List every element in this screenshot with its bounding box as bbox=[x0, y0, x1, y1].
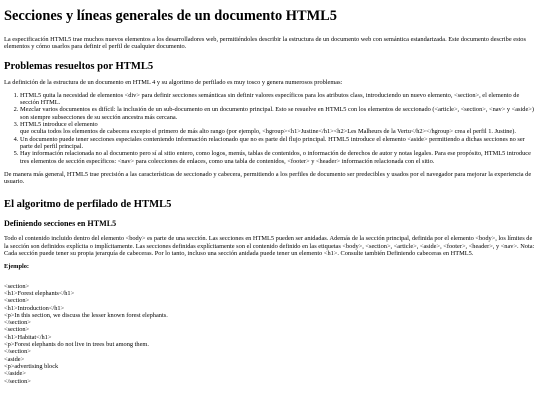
list-item: 4. Un documento puede tener secciones especiales conteniendo información relacionado que no es parte del flujo principal. HTML5 introduce el elemento <aside> permitiendo a dichas secciones no ser parte del perfil principal. bbox=[20, 136, 536, 151]
list-item: 2. Mezclar varios documentos es difícil: la inclusión de un sub-documento en un documento principal. Esto se resuelve en HTML5 con los elementos de seccionado (<article>, <section>, <nav> y <aside>) son siempre subsecciones de su sección ancestra más cercana. bbox=[20, 106, 536, 121]
defining-sections-paragraph: Todo el contenido incluido dentro del elemento <body> es parte de una sección. Las secciones en HTML5 pueden ser anidadas. Además de la sección principal, definida por el elemento <body>, los límites de la sección son definidos explícita o implícitamente. Las secciones definidas explícitamente son el contenido definido en las etiquetas <body>, <section>, <article>, <aside>, <footer>, <header>, y <nav>. Nota: Cada sección puede tener su propia jerarquía de cabeceras. Por lo tanto, incluso una sección anidada puede tener un elemento <h1>. Consulte también Definiendo cabeceras en HTML5. bbox=[4, 235, 535, 258]
code-example bbox=[4, 283, 536, 385]
code-line: <h1>Introduction</h1> bbox=[4, 304, 65, 312]
section-heading-problems: Problemas resueltos por HTML5 bbox=[4, 60, 154, 72]
example-label: Ejemplo: bbox=[4, 263, 30, 271]
section-heading-algorithm: El algoritmo de perfilado de HTML5 bbox=[4, 199, 172, 211]
code-line: </aside> bbox=[4, 370, 26, 378]
list-item: 3. HTML5 introduce el elemento que oculta todos los elementos de cabecera excepto el primero de más alto rango (por ejemplo, <hgroup><h1>Justine</h1><h2>Les Malheurs de la Vertu</h2></hgroup> crea el perfil 1. Justine). bbox=[20, 121, 536, 136]
code-line: <section> bbox=[4, 282, 30, 290]
list-item: 1. HTML5 quita la necesidad de elementos <div> para definir secciones semánticas sin definir valores específicos para los atributos class, introduciendo un nuevo elemento, <section>, el elemento de sección HTML. bbox=[20, 92, 536, 107]
code-line: <p>advertising block bbox=[4, 362, 59, 370]
problems-closing-paragraph: De manera más general, HTML5 trae precisión a las características de seccionado y cabecera, permitiendo a los perfiles de documento ser predecibles y usados por el navegador para mejorar la experiencia de usuario. bbox=[4, 170, 532, 186]
list-item: 5. Hay información relacionada no al documento pero sí al sitio entero, como logos, menús, tablas de contenidos, o información de derechos de autor y notas legales. Para ese propósito, HTML5 introduce tres elementos de sección específicos: <nav> para colecciones de enlaces, como una tabla de contenidos, <footer> y <header> información relacionada con el sitio. bbox=[20, 150, 536, 165]
sub-heading-defining-sections: Definiendo secciones en HTML5 bbox=[4, 219, 117, 229]
code-line: </section> bbox=[4, 348, 31, 356]
code-line: <section> bbox=[4, 326, 30, 334]
code-line: <aside> bbox=[4, 355, 25, 363]
intro-paragraph: La especificación HTML5 trae muchos nuevos elementos a los desarrolladores web, permitiéndoles describir la estructura de un documento web con semántica estandarizada. Este documento describe estos elementos y cómo usarlos para definir el perfil de cualquier documento. bbox=[4, 36, 526, 51]
code-line: </section> bbox=[4, 377, 31, 385]
problems-list bbox=[4, 92, 536, 165]
code-line: </section> bbox=[4, 319, 31, 327]
page-title: Secciones y líneas generales de un documento HTML5 bbox=[4, 8, 337, 24]
code-line: <p>In this section, we discuss the lesser known forest elephants. bbox=[4, 311, 168, 319]
problems-lead-paragraph: La definición de la estructura de un documento en HTML 4 y su algoritmo de perfilado es muy tosco y genera numerosos problemas: bbox=[4, 78, 343, 86]
code-line: <section> bbox=[4, 297, 30, 305]
code-line: <h1>Habitat</h1> bbox=[4, 333, 52, 341]
code-line: <p>Forest elephants do not live in trees but among them. bbox=[4, 341, 149, 349]
code-line: <h1>Forest elephants</h1> bbox=[4, 289, 75, 297]
